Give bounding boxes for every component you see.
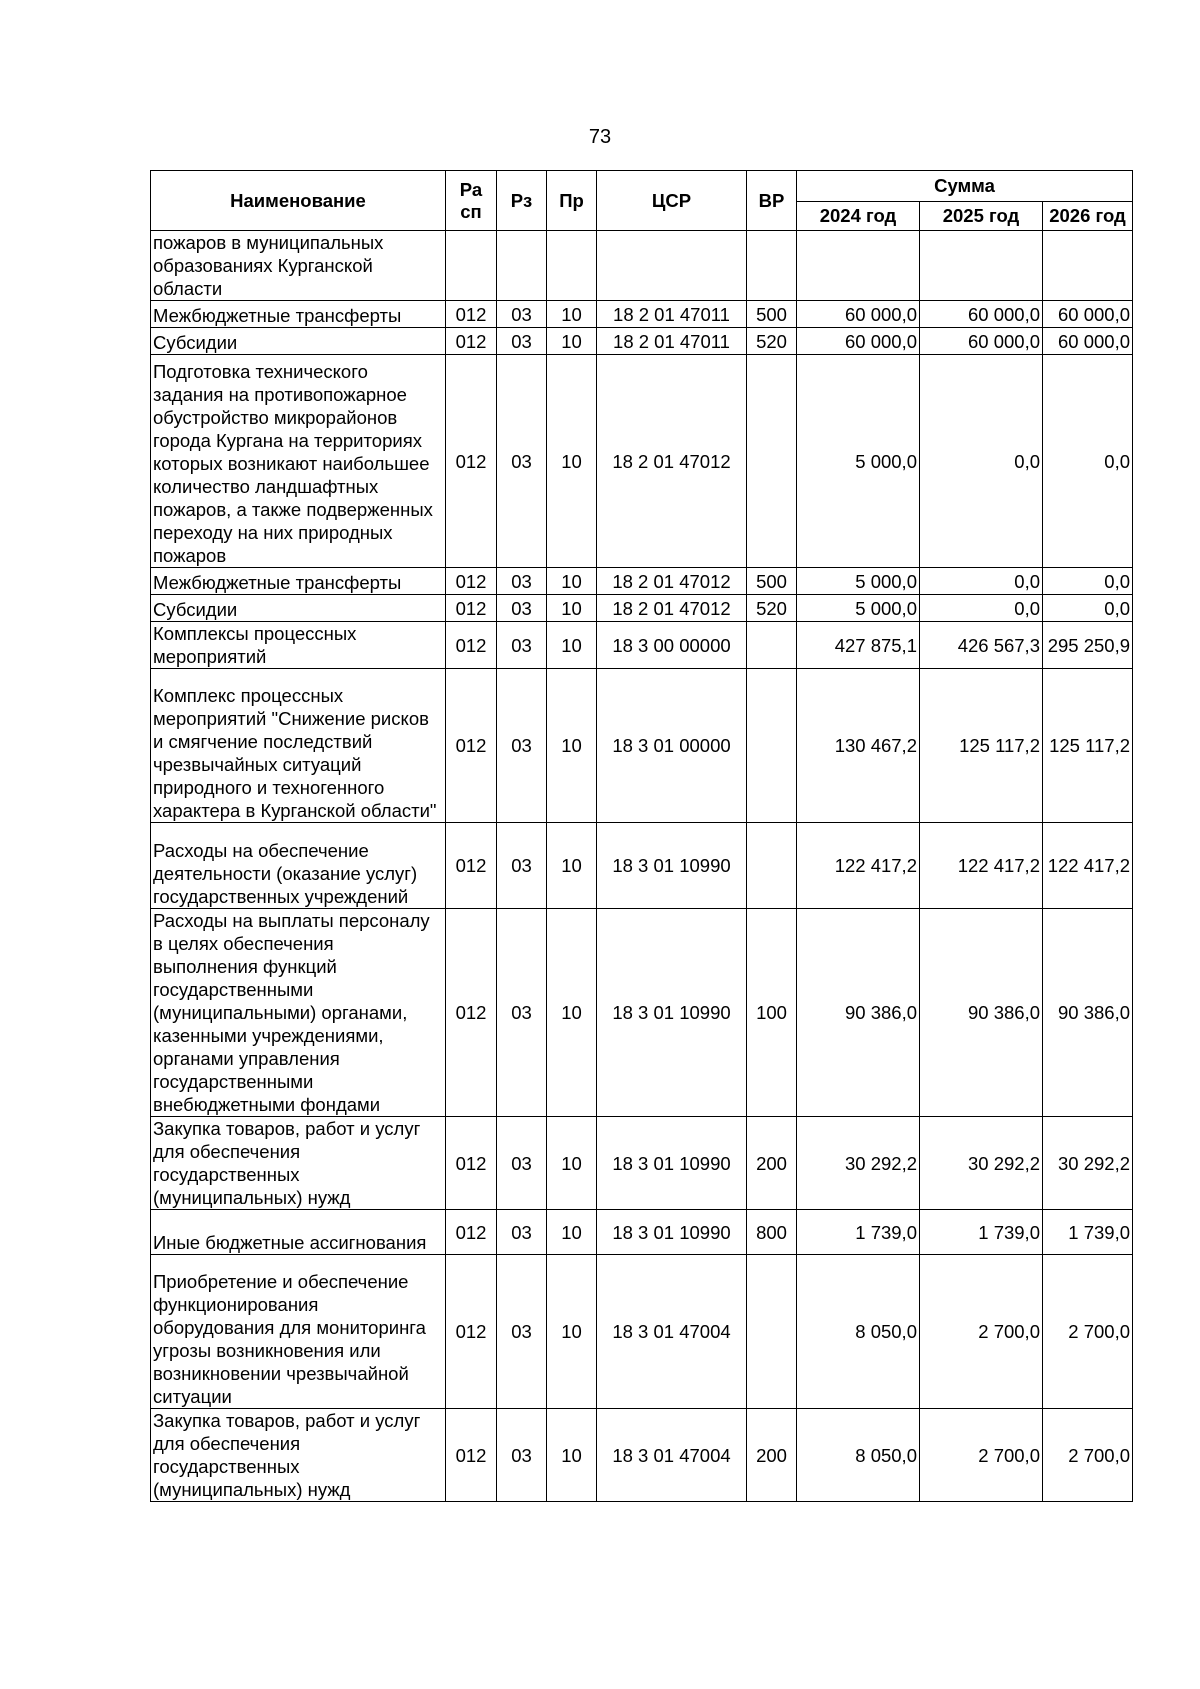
- cell-vr: 800: [747, 1210, 797, 1255]
- cell-rz: 03: [497, 622, 547, 669]
- cell-pr: 10: [547, 328, 597, 355]
- cell-sum-2025: [920, 231, 1043, 301]
- cell-vr: 520: [747, 595, 797, 622]
- cell-name: Иные бюджетные ассигнования: [151, 1210, 446, 1255]
- cell-rz: 03: [497, 301, 547, 328]
- cell-sum-2025: 2 700,0: [920, 1255, 1043, 1409]
- cell-pr: 10: [547, 669, 597, 823]
- table-row: [151, 355, 1133, 568]
- cell-sum-2025: 125 117,2: [920, 669, 1043, 823]
- cell-sum-2025: 0,0: [920, 355, 1043, 568]
- cell-rasp: 012: [446, 595, 497, 622]
- cell-name: Межбюджетные трансферты: [151, 568, 446, 595]
- cell-rz: 03: [497, 568, 547, 595]
- cell-sum-2025: 0,0: [920, 595, 1043, 622]
- cell-sum-2024: 60 000,0: [797, 328, 920, 355]
- cell-pr: 10: [547, 355, 597, 568]
- cell-csr: 18 3 01 10990: [597, 1117, 747, 1210]
- cell-vr: [747, 355, 797, 568]
- cell-csr: 18 3 00 00000: [597, 622, 747, 669]
- cell-sum-2026: 60 000,0: [1043, 301, 1133, 328]
- cell-vr: [747, 669, 797, 823]
- table-row: [151, 301, 1133, 328]
- cell-sum-2026: 1 739,0: [1043, 1210, 1133, 1255]
- cell-pr: 10: [547, 301, 597, 328]
- cell-sum-2026: 60 000,0: [1043, 328, 1133, 355]
- cell-rz: 03: [497, 823, 547, 909]
- cell-csr: 18 2 01 47012: [597, 568, 747, 595]
- cell-sum-2024: 5 000,0: [797, 595, 920, 622]
- cell-name: Комплекс процессных мероприятий "Снижение рисков и смягчение последствий чрезвычайных ситуаций природного и техногенного характера в Курганской области": [151, 669, 446, 823]
- cell-sum-2025: 2 700,0: [920, 1409, 1043, 1502]
- cell-sum-2025: 122 417,2: [920, 823, 1043, 909]
- col-header-sum: Сумма: [797, 171, 1133, 202]
- col-header-2024: 2024 год: [797, 202, 920, 231]
- cell-rz: 03: [497, 355, 547, 568]
- cell-rz: 03: [497, 909, 547, 1117]
- cell-sum-2026: 0,0: [1043, 568, 1133, 595]
- col-header-rz: Рз: [497, 171, 547, 231]
- cell-pr: 10: [547, 622, 597, 669]
- table-row: [151, 1255, 1133, 1409]
- cell-sum-2026: 0,0: [1043, 595, 1133, 622]
- table-row: [151, 823, 1133, 909]
- cell-rz: 03: [497, 669, 547, 823]
- table-row: [151, 909, 1133, 1117]
- table-row: [151, 595, 1133, 622]
- cell-csr: 18 3 01 00000: [597, 669, 747, 823]
- cell-rasp: 012: [446, 909, 497, 1117]
- cell-rasp: 012: [446, 355, 497, 568]
- cell-sum-2025: 60 000,0: [920, 328, 1043, 355]
- cell-rasp: 012: [446, 1117, 497, 1210]
- cell-csr: 18 3 01 10990: [597, 1210, 747, 1255]
- cell-sum-2026: 30 292,2: [1043, 1117, 1133, 1210]
- cell-name: Субсидии: [151, 595, 446, 622]
- cell-name: Закупка товаров, работ и услуг для обеспечения государственных (муниципальных) нужд: [151, 1117, 446, 1210]
- cell-rz: 03: [497, 1210, 547, 1255]
- cell-sum-2024: 1 739,0: [797, 1210, 920, 1255]
- cell-sum-2024: 8 050,0: [797, 1255, 920, 1409]
- cell-name: Приобретение и обеспечение функционирования оборудования для мониторинга угрозы возникновения или возникновении чрезвычайной ситуации: [151, 1255, 446, 1409]
- cell-sum-2024: 427 875,1: [797, 622, 920, 669]
- page-number: 73: [588, 126, 612, 148]
- cell-sum-2026: 125 117,2: [1043, 669, 1133, 823]
- cell-name: Подготовка технического задания на противопожарное обустройство микрорайонов города Кургана на территориях которых возникают наибольшее количество ландшафтных пожаров, а также подверженных переходу на них природных пожаров: [151, 355, 446, 568]
- cell-name: Закупка товаров, работ и услуг для обеспечения государственных (муниципальных) нужд: [151, 1409, 446, 1502]
- cell-rasp: 012: [446, 301, 497, 328]
- cell-vr: 200: [747, 1117, 797, 1210]
- cell-sum-2026: 2 700,0: [1043, 1255, 1133, 1409]
- cell-rz: [497, 231, 547, 301]
- cell-sum-2026: [1043, 231, 1133, 301]
- cell-rasp: [446, 231, 497, 301]
- cell-name: Расходы на выплаты персоналу в целях обеспечения выполнения функций государственными (муниципальными) органами, казенными учреждениями, органами управления государственными внебюджетными фондами: [151, 909, 446, 1117]
- cell-pr: 10: [547, 1117, 597, 1210]
- cell-rz: 03: [497, 328, 547, 355]
- cell-csr: [597, 231, 747, 301]
- cell-rz: 03: [497, 1117, 547, 1210]
- cell-pr: 10: [547, 568, 597, 595]
- cell-sum-2024: 8 050,0: [797, 1409, 920, 1502]
- cell-rasp: 012: [446, 1210, 497, 1255]
- cell-sum-2026: 0,0: [1043, 355, 1133, 568]
- cell-name: Субсидии: [151, 328, 446, 355]
- cell-rz: 03: [497, 595, 547, 622]
- cell-rasp: 012: [446, 1409, 497, 1502]
- cell-sum-2026: 295 250,9: [1043, 622, 1133, 669]
- cell-vr: 500: [747, 301, 797, 328]
- cell-csr: 18 2 01 47011: [597, 328, 747, 355]
- cell-vr: 520: [747, 328, 797, 355]
- cell-name: Расходы на обеспечение деятельности (оказание услуг) государственных учреждений: [151, 823, 446, 909]
- table-row: [151, 231, 1133, 301]
- cell-csr: 18 3 01 47004: [597, 1409, 747, 1502]
- cell-rasp: 012: [446, 568, 497, 595]
- cell-sum-2025: 60 000,0: [920, 301, 1043, 328]
- cell-pr: 10: [547, 823, 597, 909]
- cell-rasp: 012: [446, 328, 497, 355]
- cell-sum-2024: 122 417,2: [797, 823, 920, 909]
- table-body: [151, 231, 1133, 1502]
- cell-csr: 18 3 01 47004: [597, 1255, 747, 1409]
- cell-sum-2024: 130 467,2: [797, 669, 920, 823]
- cell-rz: 03: [497, 1255, 547, 1409]
- cell-rasp: 012: [446, 622, 497, 669]
- cell-name: Комплексы процессных мероприятий: [151, 622, 446, 669]
- cell-sum-2026: 90 386,0: [1043, 909, 1133, 1117]
- cell-pr: 10: [547, 1210, 597, 1255]
- cell-sum-2024: 90 386,0: [797, 909, 920, 1117]
- cell-rz: 03: [497, 1409, 547, 1502]
- col-header-pr: Пр: [547, 171, 597, 231]
- table-row: [151, 1117, 1133, 1210]
- table-row: [151, 669, 1133, 823]
- table-row: [151, 328, 1133, 355]
- cell-vr: [747, 823, 797, 909]
- cell-sum-2024: 30 292,2: [797, 1117, 920, 1210]
- table-row: [151, 1409, 1133, 1502]
- col-header-name: Наименование: [151, 171, 446, 231]
- cell-sum-2024: 60 000,0: [797, 301, 920, 328]
- cell-csr: 18 3 01 10990: [597, 823, 747, 909]
- cell-csr: 18 2 01 47012: [597, 355, 747, 568]
- cell-sum-2024: 5 000,0: [797, 355, 920, 568]
- cell-pr: 10: [547, 1255, 597, 1409]
- col-header-2025: 2025 год: [920, 202, 1043, 231]
- budget-table: [150, 170, 1133, 1502]
- col-header-rasp: Ра сп: [446, 171, 497, 231]
- table-row: [151, 1210, 1133, 1255]
- cell-rasp: 012: [446, 1255, 497, 1409]
- cell-sum-2024: 5 000,0: [797, 568, 920, 595]
- col-header-csr: ЦСР: [597, 171, 747, 231]
- cell-vr: 500: [747, 568, 797, 595]
- cell-sum-2025: 90 386,0: [920, 909, 1043, 1117]
- cell-sum-2024: [797, 231, 920, 301]
- cell-name: пожаров в муниципальных образованиях Курганской области: [151, 231, 446, 301]
- cell-pr: [547, 231, 597, 301]
- cell-sum-2025: 1 739,0: [920, 1210, 1043, 1255]
- cell-csr: 18 3 01 10990: [597, 909, 747, 1117]
- cell-vr: 100: [747, 909, 797, 1117]
- cell-pr: 10: [547, 1409, 597, 1502]
- table-row: [151, 622, 1133, 669]
- cell-vr: [747, 231, 797, 301]
- cell-pr: 10: [547, 595, 597, 622]
- cell-pr: 10: [547, 909, 597, 1117]
- cell-sum-2025: 0,0: [920, 568, 1043, 595]
- table-row: [151, 568, 1133, 595]
- cell-sum-2025: 426 567,3: [920, 622, 1043, 669]
- cell-vr: [747, 1255, 797, 1409]
- cell-vr: 200: [747, 1409, 797, 1502]
- col-header-2026: 2026 год: [1043, 202, 1133, 231]
- cell-vr: [747, 622, 797, 669]
- col-header-vr: ВР: [747, 171, 797, 231]
- cell-sum-2026: 2 700,0: [1043, 1409, 1133, 1502]
- cell-sum-2026: 122 417,2: [1043, 823, 1133, 909]
- cell-sum-2025: 30 292,2: [920, 1117, 1043, 1210]
- header-row: [151, 171, 1133, 202]
- cell-rasp: 012: [446, 823, 497, 909]
- cell-name: Межбюджетные трансферты: [151, 301, 446, 328]
- cell-csr: 18 2 01 47012: [597, 595, 747, 622]
- cell-csr: 18 2 01 47011: [597, 301, 747, 328]
- cell-rasp: 012: [446, 669, 497, 823]
